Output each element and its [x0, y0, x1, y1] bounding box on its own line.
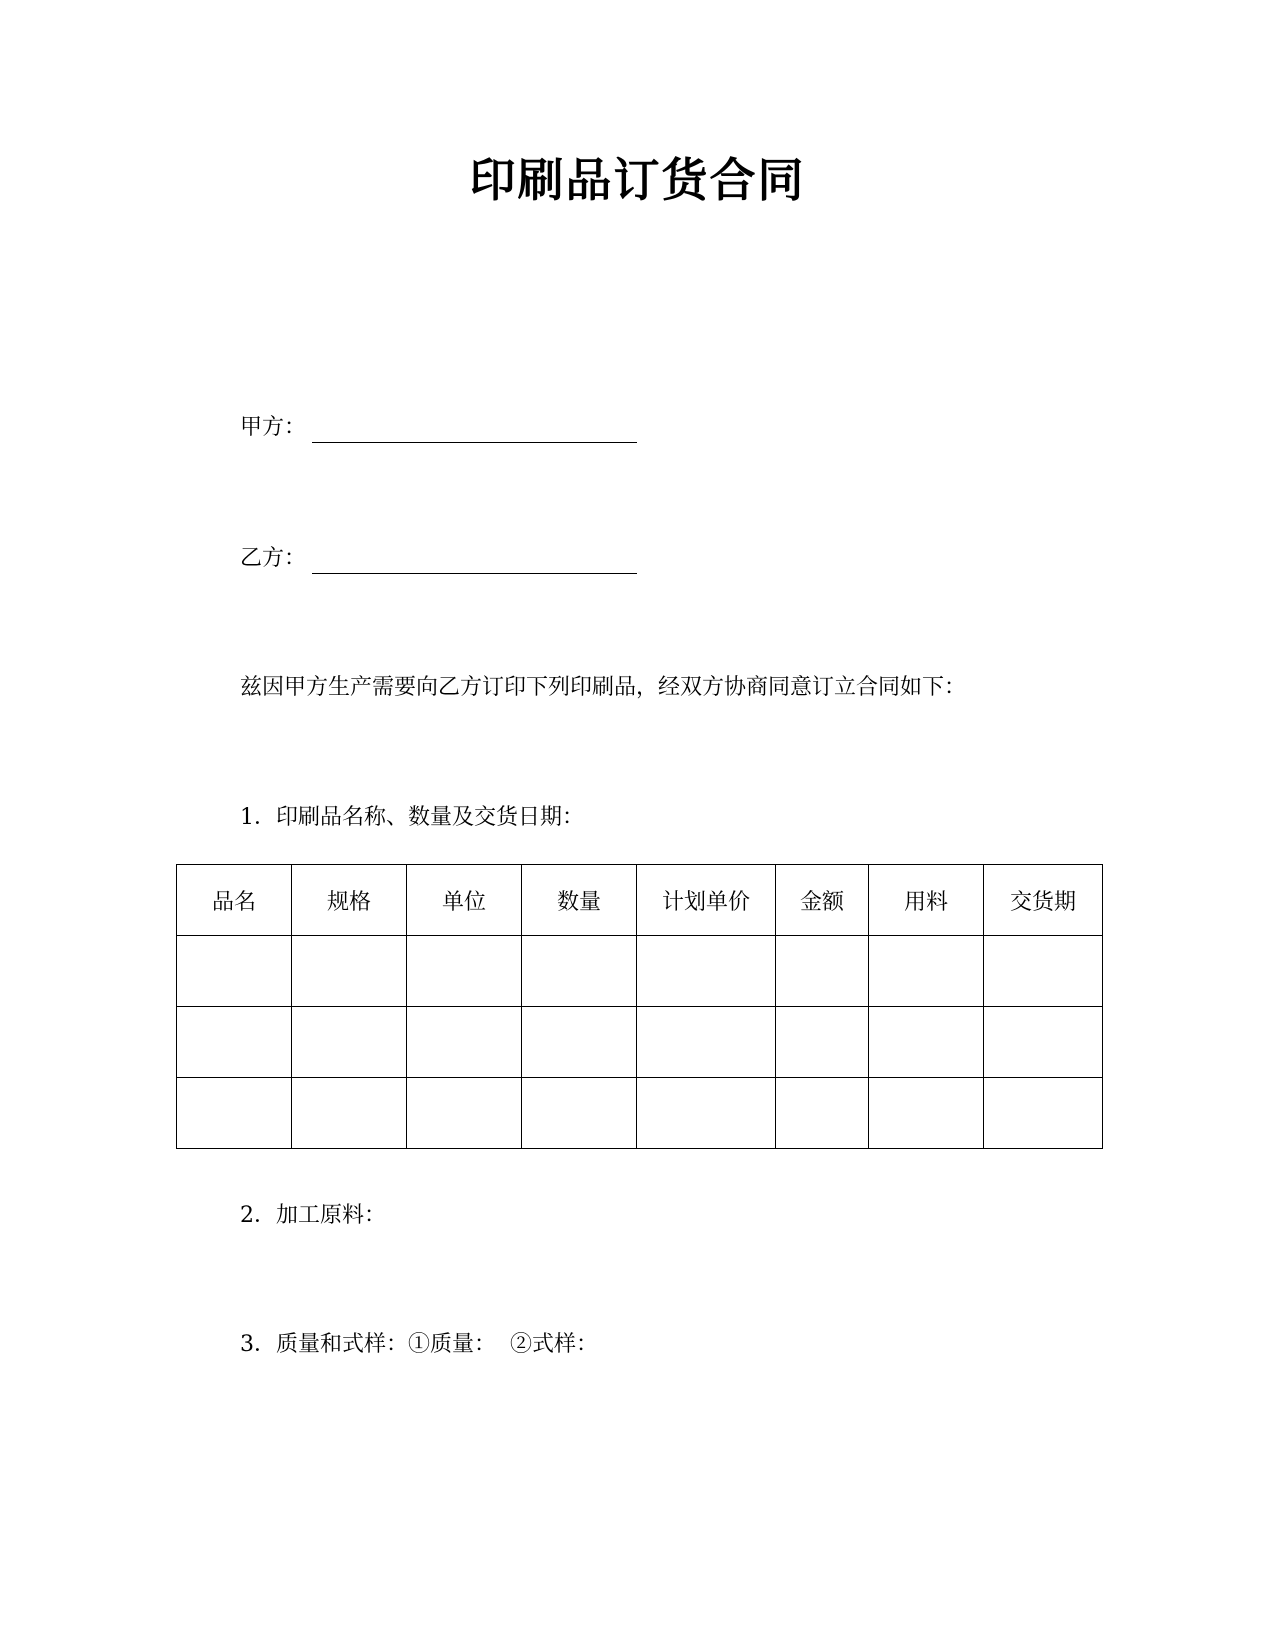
- table-cell: [177, 1007, 292, 1078]
- header-cell-planned-unit-price: 计划单价: [637, 865, 776, 936]
- section-3-quality: 3．质量和式样：①质量：: [240, 1332, 496, 1357]
- table-cell: [984, 1078, 1103, 1149]
- table-cell: [776, 1007, 869, 1078]
- table-cell: [869, 936, 984, 1007]
- table-row: [177, 1078, 1103, 1149]
- table-cell: [407, 1007, 522, 1078]
- table-cell: [776, 936, 869, 1007]
- section-1-heading: 1．印刷品名称、数量及交货日期：: [240, 805, 584, 830]
- party-a-label: 甲方：: [240, 415, 307, 440]
- header-cell-quantity: 数量: [522, 865, 637, 936]
- section-3-heading: [240, 1330, 598, 1360]
- table-cell: [869, 1078, 984, 1149]
- table-cell: [869, 1007, 984, 1078]
- section-3-style: ②式样：: [510, 1332, 599, 1357]
- header-cell-material: 用料: [869, 865, 984, 936]
- header-cell-amount: 金额: [776, 865, 869, 936]
- table-header-row: [177, 865, 1103, 936]
- table-cell: [637, 1078, 776, 1149]
- table-cell: [292, 936, 407, 1007]
- party-b-blank: [312, 547, 637, 574]
- header-cell-spec: 规格: [292, 865, 407, 936]
- table-cell: [776, 1078, 869, 1149]
- table-cell: [984, 1007, 1103, 1078]
- document-title: 印刷品订货合同: [469, 153, 806, 207]
- table-cell: [522, 1078, 637, 1149]
- section-2-heading: 2．加工原料：: [240, 1203, 386, 1228]
- table-cell: [292, 1007, 407, 1078]
- table-row: [177, 936, 1103, 1007]
- order-table: [176, 864, 1103, 1149]
- party-a-line: [240, 413, 637, 443]
- table-cell: [407, 936, 522, 1007]
- table-cell: [177, 936, 292, 1007]
- table-cell: [637, 1007, 776, 1078]
- intro-paragraph: 兹因甲方生产需要向乙方订印下列印刷品，经双方协商同意订立合同如下：: [240, 675, 967, 700]
- header-cell-name: 品名: [177, 865, 292, 936]
- table-cell: [984, 936, 1103, 1007]
- party-b-label: 乙方：: [240, 546, 307, 571]
- header-cell-delivery-date: 交货期: [984, 865, 1103, 936]
- table-cell: [522, 1007, 637, 1078]
- table-cell: [177, 1078, 292, 1149]
- table-cell: [522, 936, 637, 1007]
- party-b-line: [240, 544, 637, 574]
- table-cell: [292, 1078, 407, 1149]
- header-cell-unit: 单位: [407, 865, 522, 936]
- table-cell: [407, 1078, 522, 1149]
- table-cell: [637, 936, 776, 1007]
- table-row: [177, 1007, 1103, 1078]
- party-a-blank: [312, 416, 637, 443]
